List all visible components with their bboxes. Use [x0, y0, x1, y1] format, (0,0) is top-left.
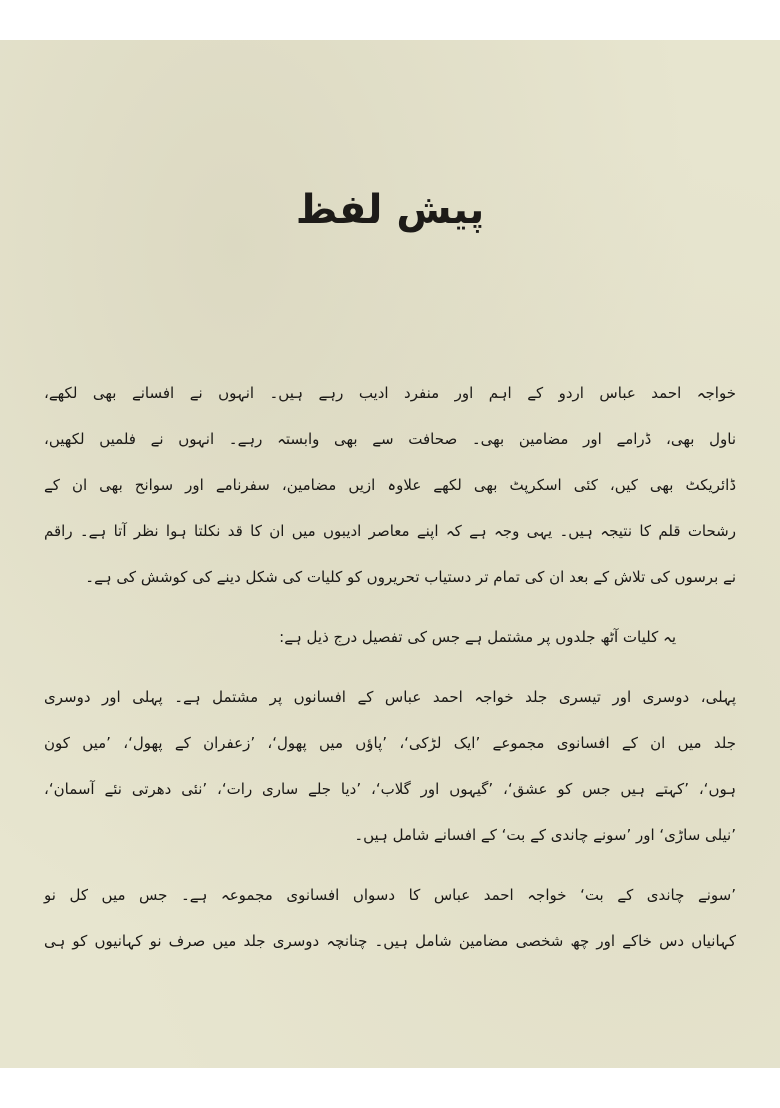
scan-margin-bottom — [0, 1068, 780, 1108]
text-line: پہلی، دوسری اور تیسری جلد خواجہ احمد عباس کے افسانوں پر مشتمل ہے۔ پہلی اور دوسری — [44, 688, 736, 706]
text-line: ’سونے چاندی کے بت‘ خواجہ احمد عباس کا دسواں افسانوی مجموعہ ہے۔ جس میں کل نو — [44, 886, 736, 904]
paragraph — [44, 674, 736, 858]
text-line: یہ کلیات آٹھ جلدوں پر مشتمل ہے جس کی تفصیل درج ذیل ہے: — [279, 628, 676, 646]
paragraph — [44, 370, 736, 600]
scan-margin-top — [0, 0, 780, 40]
text-line: ہوں‘، ’کہتے ہیں جس کو عشق‘، ’گیہوں اور گلاب‘، ’دیا جلے ساری رات‘، ’نئی دھرتی نئے آسمان‘، — [44, 780, 736, 798]
text-line: رشحات قلم کا نتیجہ ہیں۔ یہی وجہ ہے کہ اپنے معاصر ادیبوں میں ان کا قد نکلتا ہوا نظر آتا ہے۔ راقم — [44, 522, 736, 540]
text-line: ڈائریکٹ بھی کیں، کئی اسکرپٹ بھی لکھے علاوہ ازیں مضامین، سفرنامے اور سوانح بھی ان کے — [44, 476, 736, 494]
scanned-page — [0, 40, 780, 1068]
text-line: ناول بھی، ڈرامے اور مضامین بھی۔ صحافت سے بھی وابستہ رہے۔ انہوں نے فلمیں لکھیں، — [44, 430, 736, 448]
text-line: نے برسوں کی تلاش کے بعد ان کی تمام تر دستیاب تحریروں کو کلیات کی شکل دینے کی کوشش کی ہے۔ — [85, 568, 736, 586]
text-line: خواجہ احمد عباس اردو کے اہم اور منفرد ادیب رہے ہیں۔ انہوں نے افسانے بھی لکھے، — [44, 384, 736, 402]
text-line: ’نیلی ساڑی‘ اور ’سونے چاندی کے بت‘ کے افسانے شامل ہیں۔ — [354, 826, 736, 844]
page-title: پیش لفظ — [295, 187, 485, 233]
paragraph — [44, 614, 736, 660]
text-line: جلد میں ان کے افسانوی مجموعے ’ایک لڑکی‘، ’پاؤں میں پھول‘، ’زعفران کے پھول‘، ’میں کون — [44, 734, 736, 752]
paragraph — [44, 872, 736, 964]
text-line: کہانیاں دس خاکے اور چھ شخصی مضامین شامل ہیں۔ چنانچہ دوسری جلد میں صرف نو کہانیوں کو ہی — [44, 932, 736, 950]
